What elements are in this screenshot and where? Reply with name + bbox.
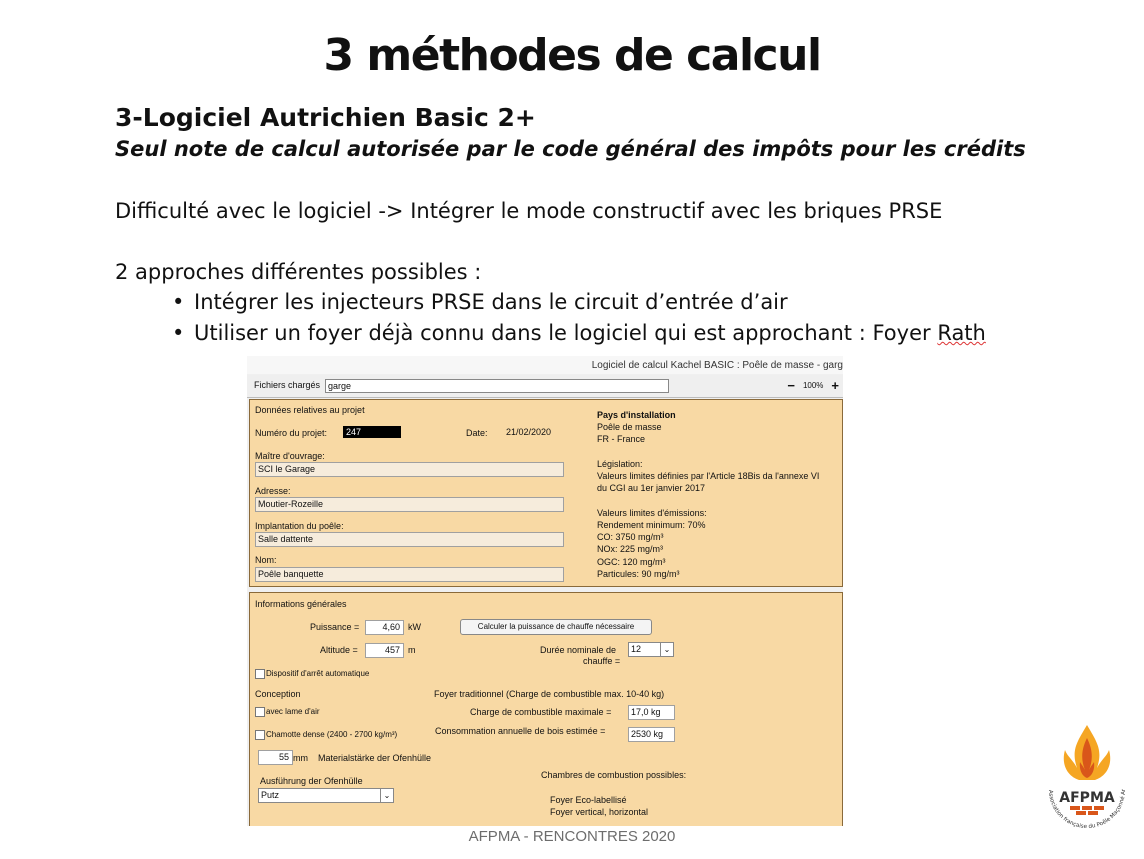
zoom-out-button[interactable]: −	[787, 378, 795, 393]
afpma-logo	[1037, 720, 1137, 838]
subtitle-italic: Seul note de calcul autorisée par le code général des impôts pour les crédits	[115, 137, 1026, 161]
chevron-down-icon[interactable]: ⌄	[660, 643, 673, 656]
limit-ogc: OGC: 120 mg/m³	[597, 557, 666, 567]
legislation-line-2: du CGI au 1er janvier 2017	[597, 483, 706, 493]
max-load-label: Charge de combustible maximale =	[470, 707, 612, 717]
date-value: 21/02/2020	[506, 427, 552, 437]
thickness-label: Materialstärke der Ofenhülle	[318, 753, 432, 763]
duration-label-2: chauffe =	[583, 656, 621, 666]
power-label: Puissance =	[310, 622, 360, 632]
annual-label: Consommation annuelle de bois estimée =	[435, 726, 606, 736]
power-unit: kW	[408, 622, 421, 632]
slide-title: 3 méthodes de calcul	[323, 30, 821, 81]
files-label: Fichiers chargés	[254, 380, 321, 390]
file-bar	[247, 375, 843, 398]
country-type: Poêle de masse	[597, 422, 662, 432]
limit-particles: Particules: 90 mg/m³	[597, 569, 680, 579]
chamotte-checkbox[interactable]	[255, 730, 265, 740]
calc-power-button[interactable]: Calculer la puissance de chauffe nécessaire	[460, 619, 652, 635]
project-panel	[249, 399, 843, 587]
thickness-unit: mm	[293, 753, 308, 763]
zoom-level: 100%	[802, 381, 824, 390]
altitude-unit: m	[408, 645, 416, 655]
duration-value: 12	[631, 644, 642, 654]
general-panel	[249, 592, 843, 826]
project-number-field[interactable]: 247	[343, 426, 401, 438]
limit-yield: Rendement minimum: 70%	[597, 520, 706, 530]
kachel-basic-window	[247, 356, 843, 826]
bullet-1: • Intégrer les injecteurs PRSE dans le circuit d’entrée d’air	[172, 290, 788, 314]
altitude-label: Altitude =	[320, 645, 358, 655]
zoom-in-button[interactable]: +	[831, 378, 839, 393]
address-field[interactable]: Moutier-Rozeille	[255, 497, 564, 512]
project-number-label: Numéro du projet:	[255, 428, 328, 438]
auto-stop-checkbox[interactable]	[255, 669, 265, 679]
finish-select[interactable]	[258, 788, 394, 803]
bullet-1-text: Intégrer les injecteurs PRSE dans le circuit d’entrée d’air	[194, 290, 788, 314]
owner-field[interactable]: SCI le Garage	[255, 462, 564, 477]
duration-select[interactable]	[628, 642, 674, 657]
window-titlebar	[247, 356, 843, 374]
approaches-text: 2 approches différentes possibles :	[115, 260, 482, 284]
limits-label: Valeurs limites d'émissions:	[597, 508, 707, 518]
bullet-2: • Utiliser un foyer déjà connu dans le logiciel qui est approchant : Foyer Rath	[172, 321, 986, 345]
legislation-label: Législation:	[597, 459, 643, 469]
slide-footer: AFPMA - RENCONTRES 2020	[468, 828, 676, 845]
chamber-2: Foyer vertical, horizontal	[550, 807, 649, 817]
country-value: FR - France	[597, 434, 646, 444]
country-heading: Pays d'installation	[597, 410, 676, 420]
chamber-1: Foyer Eco-labellisé	[550, 795, 627, 805]
bullet-2-text: Utiliser un foyer déjà connu dans le logiciel qui est approchant : Foyer	[194, 321, 938, 345]
difficulty-text: Difficulté avec le logiciel -> Intégrer le mode constructif avec les briques PRSE	[115, 199, 943, 223]
limit-nox: NOx: 225 mg/m³	[597, 544, 664, 554]
address-label: Adresse:	[255, 486, 291, 496]
logo-ring-textpath: Association française du Poêle Maçonné Ar	[1046, 788, 1128, 831]
owner-label: Maître d'ouvrage:	[255, 451, 325, 461]
limit-co: CO: 3750 mg/m³	[597, 532, 664, 542]
altitude-field[interactable]: 457	[365, 643, 404, 658]
duration-label-1: Durée nominale de	[540, 645, 617, 655]
date-label: Date:	[466, 428, 488, 438]
project-section-title: Données relatives au projet	[255, 405, 365, 415]
finish-label: Ausführung der Ofenhülle	[260, 776, 363, 786]
hearth-type: Foyer traditionnel (Charge de combustible max. 10-40 kg)	[434, 689, 665, 699]
annual-field[interactable]: 2530 kg	[628, 727, 675, 742]
logo-brand: AFPMA	[1059, 790, 1115, 806]
power-field[interactable]: 4,60	[365, 620, 404, 635]
chambers-label: Chambres de combustion possibles:	[541, 770, 687, 780]
file-input[interactable]: garge	[325, 379, 669, 393]
air-blade-label: avec lame d'air	[266, 707, 320, 716]
subtitle: 3-Logiciel Autrichien Basic 2+	[115, 103, 536, 132]
legislation-line-1: Valeurs limites définies par l'Article 18Bis da l'annexe VI	[597, 471, 820, 481]
name-label: Nom:	[255, 555, 277, 565]
bullet-2-rath: Rath	[937, 321, 986, 345]
auto-stop-label: Dispositif d'arrêt automatique	[266, 669, 370, 678]
thickness-field[interactable]: 55	[258, 750, 293, 765]
window-title: Logiciel de calcul Kachel BASIC : Poêle de masse - garg	[591, 360, 843, 371]
name-field[interactable]: Poêle banquette	[255, 567, 564, 582]
location-field[interactable]: Salle dattente	[255, 532, 564, 547]
air-blade-checkbox[interactable]	[255, 707, 265, 717]
max-load-field[interactable]: 17,0 kg	[628, 705, 675, 720]
chamotte-label: Chamotte dense (2400 - 2700 kg/m³)	[266, 730, 398, 739]
finish-value: Putz	[261, 790, 280, 800]
chevron-down-icon[interactable]: ⌄	[380, 789, 393, 802]
zoom-controls	[787, 378, 839, 393]
general-section-title: Informations générales	[255, 599, 347, 609]
location-label: Implantation du poêle:	[255, 521, 344, 531]
conception-label: Conception	[255, 689, 301, 699]
